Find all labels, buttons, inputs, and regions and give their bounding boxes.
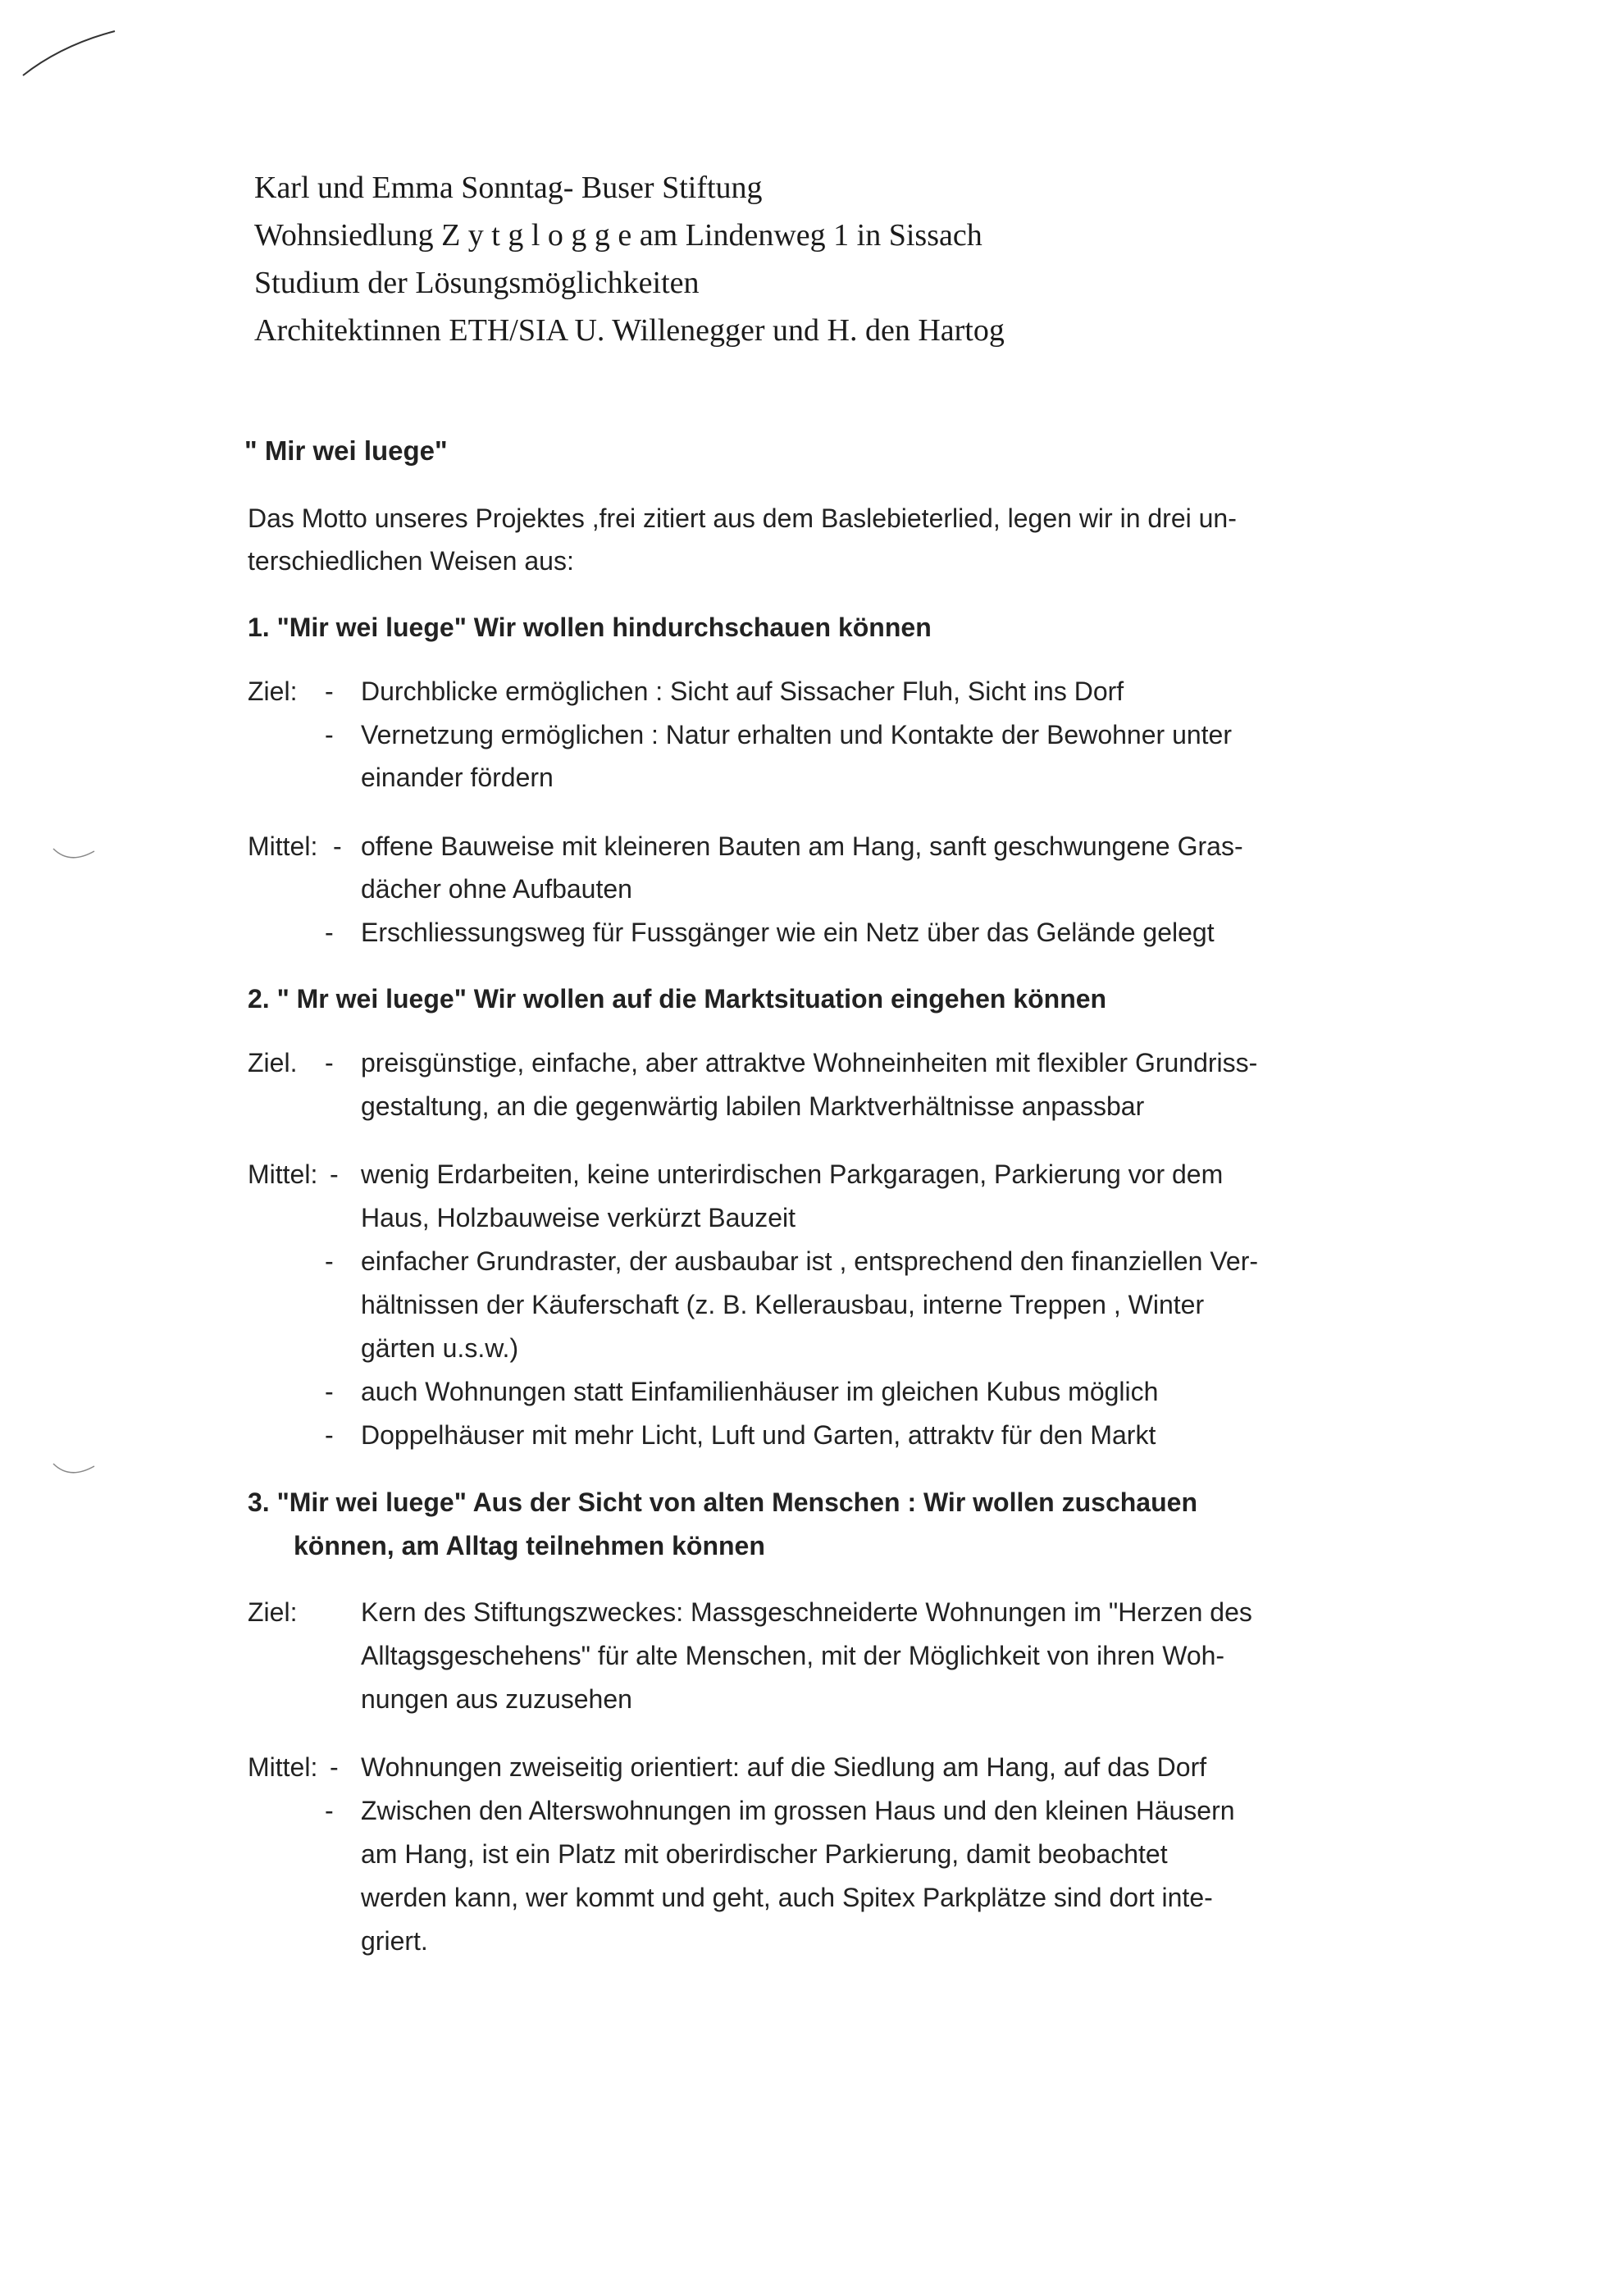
section-2-ziel-label: Ziel. [248, 1048, 298, 1077]
section-3-mittel-label: Mittel: [248, 1752, 318, 1782]
section-3-mittel-item: Zwischen den Alterswohnungen im grossen Haus und den kleinen Häusern [361, 1796, 1235, 1825]
bullet-dash: - [333, 831, 342, 861]
section-3-ziel-item: Alltagsgeschehens" für alte Menschen, mit der Möglichkeit von ihren Woh- [361, 1641, 1225, 1670]
section-1-mittel-item: dächer ohne Aufbauten [361, 874, 632, 904]
section-3-mittel-item: am Hang, ist ein Platz mit oberirdischer Parkierung, damit beobachtet [361, 1839, 1168, 1869]
section-1-mittel-item: offene Bauweise mit kleineren Bauten am Hang, sanft geschwungene Gras- [361, 831, 1243, 861]
foundation-name: Karl und Emma Sonntag- Buser Stiftung [254, 171, 763, 205]
section-1-ziel-item: einander fördern [361, 763, 554, 792]
section-3-mittel-item: Wohnungen zweiseitig orientiert: auf die Siedlung am Hang, auf das Dorf [361, 1752, 1207, 1782]
bullet-dash: - [325, 676, 334, 706]
section-1-ziel-item: Durchblicke ermöglichen : Sicht auf Sissacher Fluh, Sicht ins Dorf [361, 676, 1124, 706]
bullet-dash: - [325, 1420, 334, 1450]
study-title: Studium der Lösungsmöglichkeiten [254, 266, 700, 300]
section-3-ziel-label: Ziel: [248, 1597, 298, 1627]
section-3-ziel-item: nungen aus zuzusehen [361, 1684, 632, 1714]
section-3-mittel-item: griert. [361, 1926, 428, 1956]
section-3-mittel-item: werden kann, wer kommt und geht, auch Spitex Parkplätze sind dort inte- [361, 1883, 1213, 1912]
section-3-heading-line-2: können, am Alltag teilnehmen können [294, 1531, 765, 1560]
bullet-dash: - [325, 1246, 334, 1276]
section-2-mittel-label: Mittel: [248, 1159, 318, 1189]
section-1-mittel-label: Mittel: [248, 831, 318, 861]
section-1-ziel-item: Vernetzung ermöglichen : Natur erhalten und Kontakte der Bewohner unter [361, 720, 1232, 749]
bullet-dash: - [325, 918, 334, 947]
section-1-mittel-item: Erschliessungsweg für Fussgänger wie ein Netz über das Gelände gelegt [361, 918, 1215, 947]
section-3-ziel-item: Kern des Stiftungszweckes: Massgeschneiderte Wohnungen im "Herzen des [361, 1597, 1252, 1627]
section-2-mittel-item: einfacher Grundraster, der ausbaubar ist , entsprechend den finanziellen Ver- [361, 1246, 1258, 1276]
bullet-dash: - [325, 1048, 334, 1077]
section-2-ziel-item: gestaltung, an die gegenwärtig labilen Marktverhältnisse anpassbar [361, 1091, 1145, 1121]
section-1-heading: 1. "Mir wei luege" Wir wollen hindurchschauen können [248, 613, 932, 642]
section-2-mittel-item: hältnissen der Käuferschaft (z. B. Kellerausbau, interne Treppen , Winter [361, 1290, 1205, 1319]
bullet-dash: - [325, 1796, 334, 1825]
project-name: Wohnsiedlung Z y t g l o g g e am Lindenweg 1 in Sissach [254, 218, 982, 253]
bullet-dash: - [330, 1752, 339, 1782]
architects: Architektinnen ETH/SIA U. Willenegger und H. den Hartog [254, 313, 1005, 348]
section-2-mittel-item: gärten u.s.w.) [361, 1333, 519, 1363]
section-2-mittel-item: wenig Erdarbeiten, keine unterirdischen Parkgaragen, Parkierung vor dem [361, 1159, 1224, 1189]
section-2-mittel-item: Haus, Holzbauweise verkürzt Bauzeit [361, 1203, 796, 1232]
bullet-dash: - [325, 720, 334, 749]
section-3-heading-line-1: 3. "Mir wei luege" Aus der Sicht von alten Menschen : Wir wollen zuschauen [248, 1487, 1197, 1517]
bullet-dash: - [325, 1377, 334, 1406]
intro-line-1: Das Motto unseres Projektes ,frei zitiert aus dem Baslebieterlied, legen wir in drei un- [248, 503, 1237, 533]
section-2-heading: 2. " Mr wei luege" Wir wollen auf die Marktsituation eingehen können [248, 984, 1107, 1014]
section-2-mittel-item: auch Wohnungen statt Einfamilienhäuser im gleichen Kubus möglich [361, 1377, 1159, 1406]
bullet-dash: - [330, 1159, 339, 1189]
section-2-mittel-item: Doppelhäuser mit mehr Licht, Luft und Garten, attraktv für den Markt [361, 1420, 1156, 1450]
intro-line-2: terschiedlichen Weisen aus: [248, 546, 574, 576]
motto-heading: " Mir wei luege" [244, 435, 448, 466]
section-2-ziel-item: preisgünstige, einfache, aber attraktve Wohneinheiten mit flexibler Grundriss- [361, 1048, 1258, 1077]
section-1-ziel-label: Ziel: [248, 676, 298, 706]
